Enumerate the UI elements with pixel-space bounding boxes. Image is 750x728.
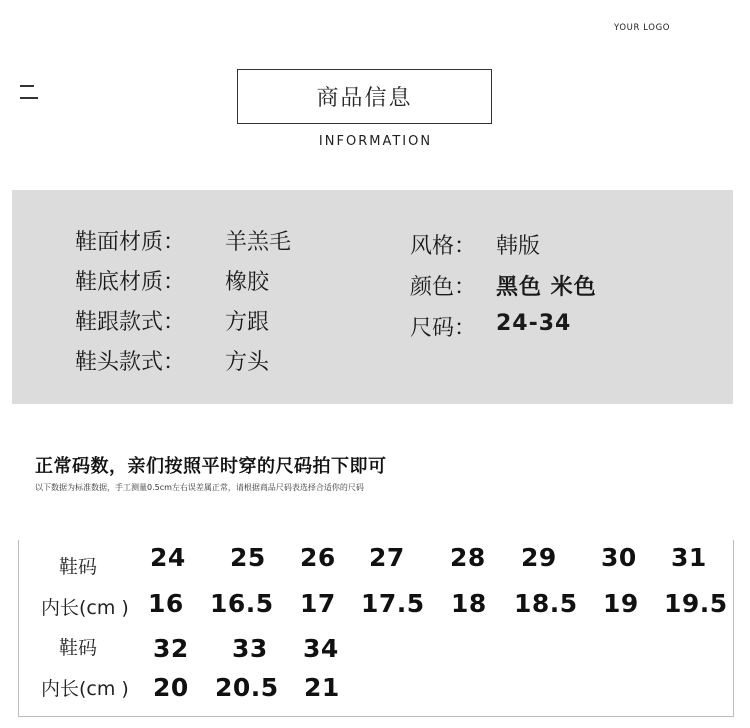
spec-value: 韩版 [496,234,541,259]
spec-value: 羊羔毛 [225,230,292,255]
page-title: 商品信息 [237,69,492,124]
length-value: 20.5 [215,673,279,702]
size-value: 31 [671,543,707,572]
spec-value: 方跟 [225,310,270,335]
row-label-length: 内长(cm ) [41,597,129,619]
spec-value: 方头 [225,350,270,375]
size-notice-subtitle: 以下数据为标准数据，手工测量0.5cm左右误差属正常，请根据商品尺码表选择合适你的尺码 [35,483,364,492]
size-value: 27 [369,543,405,572]
row-label-length: 内长(cm ) [41,678,129,700]
spec-label: 风格： [410,234,477,259]
length-value: 19 [603,589,639,618]
product-info-panel [12,190,733,404]
length-value: 16 [148,589,184,618]
length-value: 21 [304,673,340,702]
length-value: 20 [153,673,189,702]
length-value: 17.5 [361,589,425,618]
size-value: 24 [150,543,186,572]
spec-label: 颜色： [410,275,477,300]
size-value: 28 [450,543,486,572]
spec-label: 鞋底材质： [75,270,186,295]
spec-label: 鞋面材质： [75,230,186,255]
length-value: 18 [451,589,487,618]
brand-logo: YOUR LOGO [614,23,671,33]
page-subtitle: INFORMATION [318,134,433,149]
size-value: 32 [153,634,189,663]
spec-value: 24-34 [496,311,572,336]
length-value: 17 [300,589,336,618]
row-label-size: 鞋码 [59,637,98,659]
spec-value: 黑色 米色 [496,275,597,300]
size-value: 25 [230,543,266,572]
size-value: 29 [521,543,557,572]
size-value: 33 [232,634,268,663]
length-value: 16.5 [210,589,274,618]
size-value: 34 [303,634,339,663]
row-label-size: 鞋码 [59,556,98,578]
size-chart-table [18,540,734,717]
size-value: 26 [300,543,336,572]
menu-icon[interactable] [20,84,38,100]
length-value: 19.5 [664,589,728,618]
size-notice-title: 正常码数，亲们按照平时穿的尺码拍下即可 [35,456,387,477]
size-value: 30 [601,543,637,572]
spec-label: 鞋头款式： [75,350,186,375]
spec-value: 橡胶 [225,270,270,295]
spec-label: 鞋跟款式： [75,310,186,335]
spec-label: 尺码： [410,316,477,341]
length-value: 18.5 [514,589,578,618]
